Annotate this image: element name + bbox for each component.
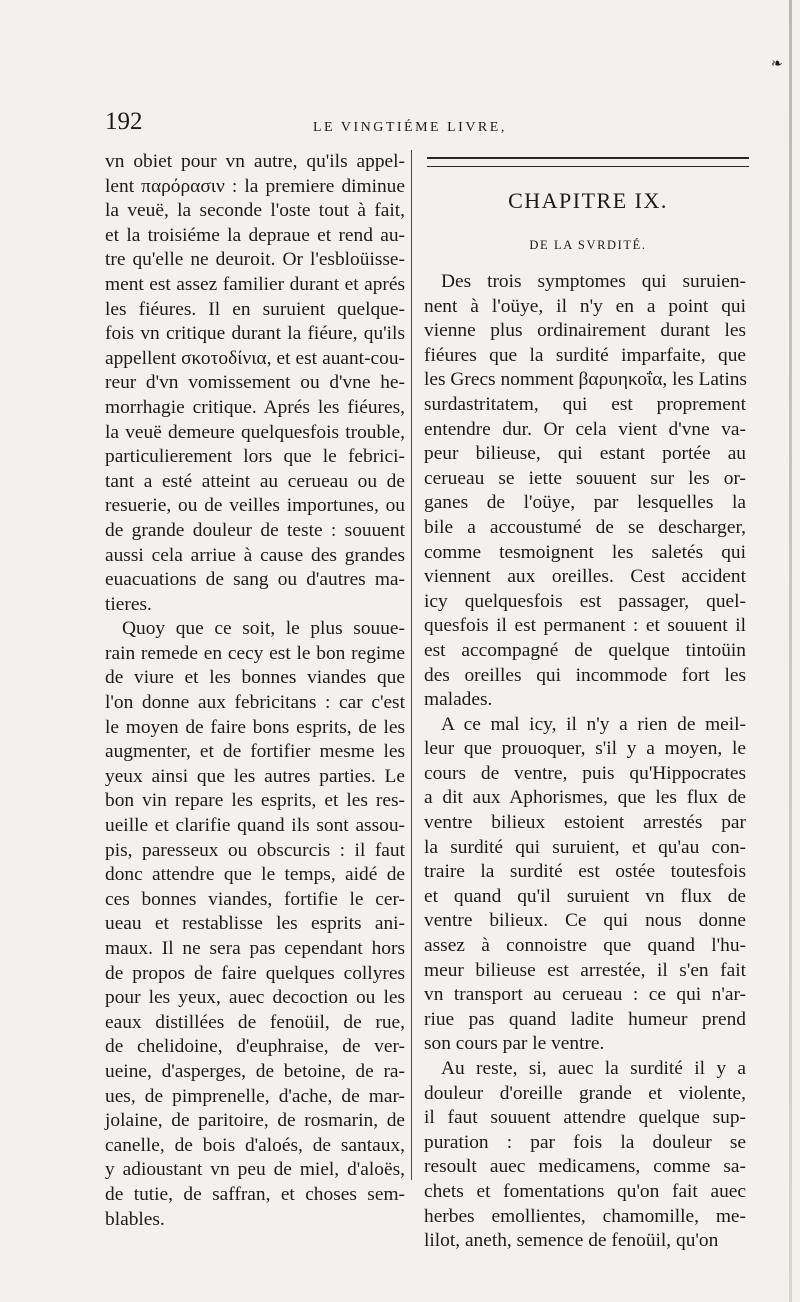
- paragraph: [105, 150, 405, 617]
- text-line: malades.: [424, 689, 493, 711]
- text-line: fois vn critique durant la fiéure, qu'ils: [105, 323, 405, 345]
- text-line: morrhagie critique. Aprés les fiéures,: [105, 396, 405, 418]
- text-line: son cours par le ventre.: [424, 1033, 605, 1055]
- text-line: vn obiet pour vn autre, qu'ils appel-: [105, 151, 405, 172]
- text-line: icy quelquesfois est passager, quel-: [424, 590, 746, 612]
- text-line: de propos de faire quelques collyres: [105, 962, 405, 984]
- text-line: la veuë, la seconde l'oste tout à fait,: [105, 200, 405, 222]
- text-line: la surdité qui suruient, et qu'au con-: [424, 836, 746, 858]
- text-line: le moyen de faire bons esprits, de les: [105, 716, 405, 738]
- text-line: vienne plus ordinairement durant les: [424, 320, 746, 342]
- text-line: ventre bilieux. Ce qui nous donne: [424, 910, 746, 932]
- text-line: reur d'vn vomissement ou d'vne he-: [105, 372, 405, 394]
- text-line: resoult auec medicamens, comme sa-: [424, 1156, 746, 1178]
- chapter-title: CHAPITRE IX.: [508, 188, 668, 213]
- text-line: l'on donne aux febricitans : car c'est: [105, 692, 405, 714]
- text-line: augmenter, et de fortifier mesme les: [105, 741, 405, 763]
- text-line: yeux ainsi que les autres parties. Le: [105, 765, 405, 787]
- text-line: ueau et restablisse les esprits ani-: [105, 913, 405, 935]
- chapter-rule: [427, 157, 749, 167]
- paragraph: [424, 1057, 746, 1254]
- text-line: ueine, d'asperges, de betoine, de ra-: [105, 1060, 405, 1082]
- text-line: ueille et clarifie quand ils sont assou-: [105, 815, 405, 837]
- text-line: canelle, de bois d'aloés, de santaux,: [105, 1134, 405, 1156]
- text-line: leur que prouoquer, s'il y a moyen, le: [424, 738, 746, 760]
- text-line: A ce mal icy, il n'y a rien de meil-: [441, 713, 746, 735]
- text-line: bon vin repare les esprits, et les res-: [105, 790, 405, 812]
- text-line: appellent σκοτοδίνια, et est auant-cou-: [105, 347, 405, 369]
- column-divider: [411, 150, 412, 1180]
- text-line: les fiéures. Il en suruient quelque-: [105, 298, 405, 320]
- text-line: traire la surdité est ostée toutesfois: [424, 861, 746, 883]
- text-line: ces bonnes viandes, fortifie le cer-: [105, 888, 405, 910]
- text-line: la veuë demeure quelquesfois trouble,: [105, 421, 405, 443]
- page-number: 192: [105, 108, 143, 135]
- text-line: puration : par fois la douleur se: [424, 1131, 746, 1153]
- text-line: cours de ventre, puis qu'Hippocrates: [424, 762, 746, 784]
- text-line: ganes de l'oüye, par lesquelles la: [424, 492, 746, 514]
- text-line: blables.: [105, 1208, 165, 1230]
- text-line: entendre dur. Or cela vient d'vne va-: [424, 418, 746, 440]
- text-line: y adioustant vn peu de miel, d'aloës,: [105, 1159, 405, 1181]
- paragraph: [424, 270, 746, 713]
- text-line: a dit aux Aphorismes, que les flux de: [424, 787, 746, 809]
- text-line: lent παρόρασιν : la premiere diminue: [105, 175, 405, 197]
- text-line: chets et fomentations qu'on fait auec: [424, 1180, 746, 1202]
- text-line: il faut souuent attendre quelque sup-: [424, 1107, 746, 1129]
- text-line: aussi cela arriue à cause des grandes: [105, 544, 405, 566]
- text-line: surdastritatem, qui est proprement: [424, 393, 746, 415]
- text-line: Au reste, si, auec la surdité il y a: [441, 1058, 746, 1079]
- text-line: particulierement lors que le febrici-: [105, 446, 405, 468]
- text-line: et la troisiéme la depraue et rend au-: [105, 224, 405, 246]
- text-line: de tutie, de saffran, et choses sem-: [105, 1183, 405, 1205]
- text-line: ment est assez familier durant et aprés: [105, 273, 405, 295]
- text-line: ventre bilieux estoient arrestés par: [424, 812, 746, 834]
- margin-mark: ❧: [771, 56, 783, 72]
- running-head: LE VINGTIÉME LIVRE,: [313, 120, 507, 135]
- text-line: bile a accoustumé de se descharger,: [424, 516, 746, 538]
- text-line: cerueau se iette souuent sur les or-: [424, 467, 746, 489]
- text-line: et quand qu'il suruient vn flux de: [424, 885, 746, 907]
- text-line: douleur d'oreille grande et violente,: [424, 1082, 746, 1104]
- text-line: ues, de pimprenelle, d'ache, de mar-: [105, 1085, 405, 1107]
- text-line: pis, paresseux ou obscurcis : il faut: [105, 839, 405, 861]
- text-line: donc attendre que le temps, aidé de: [105, 864, 405, 886]
- text-line: maux. Il ne sera pas cependant hors: [105, 938, 405, 959]
- text-line: peur bilieuse, qui estant portée au: [424, 443, 746, 465]
- text-line: herbes emollientes, chamomille, me-: [424, 1205, 746, 1227]
- scan-edge: [789, 0, 792, 1302]
- text-line: eaux distillées de fenoüil, de rue,: [105, 1011, 405, 1033]
- left-column: [105, 150, 405, 1232]
- text-line: resuerie, ou de veilles importunes, ou: [105, 495, 405, 517]
- paragraph: [424, 713, 746, 1057]
- text-line: tre qu'elle ne deuroit. Or l'esbloüisse-: [105, 249, 405, 271]
- text-line: lilot, aneth, semence de fenoüil, qu'on: [424, 1230, 719, 1252]
- text-line: fiéures que la surdité imparfaite, que: [424, 344, 746, 366]
- text-line: Quoy que ce soit, le plus souue-: [122, 618, 405, 640]
- text-line: assez à connoistre que quand l'hu-: [424, 935, 746, 957]
- text-line: les Grecs nomment βαρυηκοΐα, les Latins: [424, 369, 747, 391]
- text-line: de grande douleur de teste : souuent: [105, 519, 405, 541]
- text-line: viennent aux oreilles. Cest accident: [424, 566, 746, 588]
- text-line: rain remede en cecy est le bon regime: [105, 642, 405, 664]
- section-title: DE LA SVRDITÉ.: [529, 238, 647, 252]
- paragraph: [105, 617, 405, 1232]
- text-line: Des trois symptomes qui suruien-: [441, 271, 746, 292]
- text-line: quesfois il est permanent : et souuent il: [424, 615, 746, 637]
- text-line: vn transport au cerueau : ce qui n'ar-: [424, 984, 746, 1006]
- right-column: [424, 270, 746, 1254]
- text-line: meur bilieuse est arrestée, il s'en fait: [424, 959, 746, 981]
- text-line: de chelidoine, d'euphraise, de ver-: [105, 1036, 405, 1058]
- text-line: tant a esté atteint au cerueau ou de: [105, 470, 405, 492]
- text-line: pour les yeux, auec decoction ou les: [105, 987, 405, 1009]
- text-line: comme tesmoignent les saletés qui: [424, 541, 746, 563]
- text-line: jolaine, de paritoire, de rosmarin, de: [105, 1110, 405, 1132]
- page-header: [105, 108, 755, 148]
- text-line: des oreilles qui incommode fort les: [424, 664, 746, 686]
- text-line: nent à l'oüye, il n'y en a point qui: [424, 295, 746, 317]
- text-line: est accompagné de quelque tintoüin: [424, 639, 746, 661]
- text-line: euacuations de sang ou d'autres ma-: [105, 569, 405, 591]
- text-line: de viure et les bonnes viandes que: [105, 667, 405, 689]
- text-line: riue pas quand ladite humeur prend: [424, 1008, 746, 1030]
- text-line: tieres.: [105, 593, 152, 615]
